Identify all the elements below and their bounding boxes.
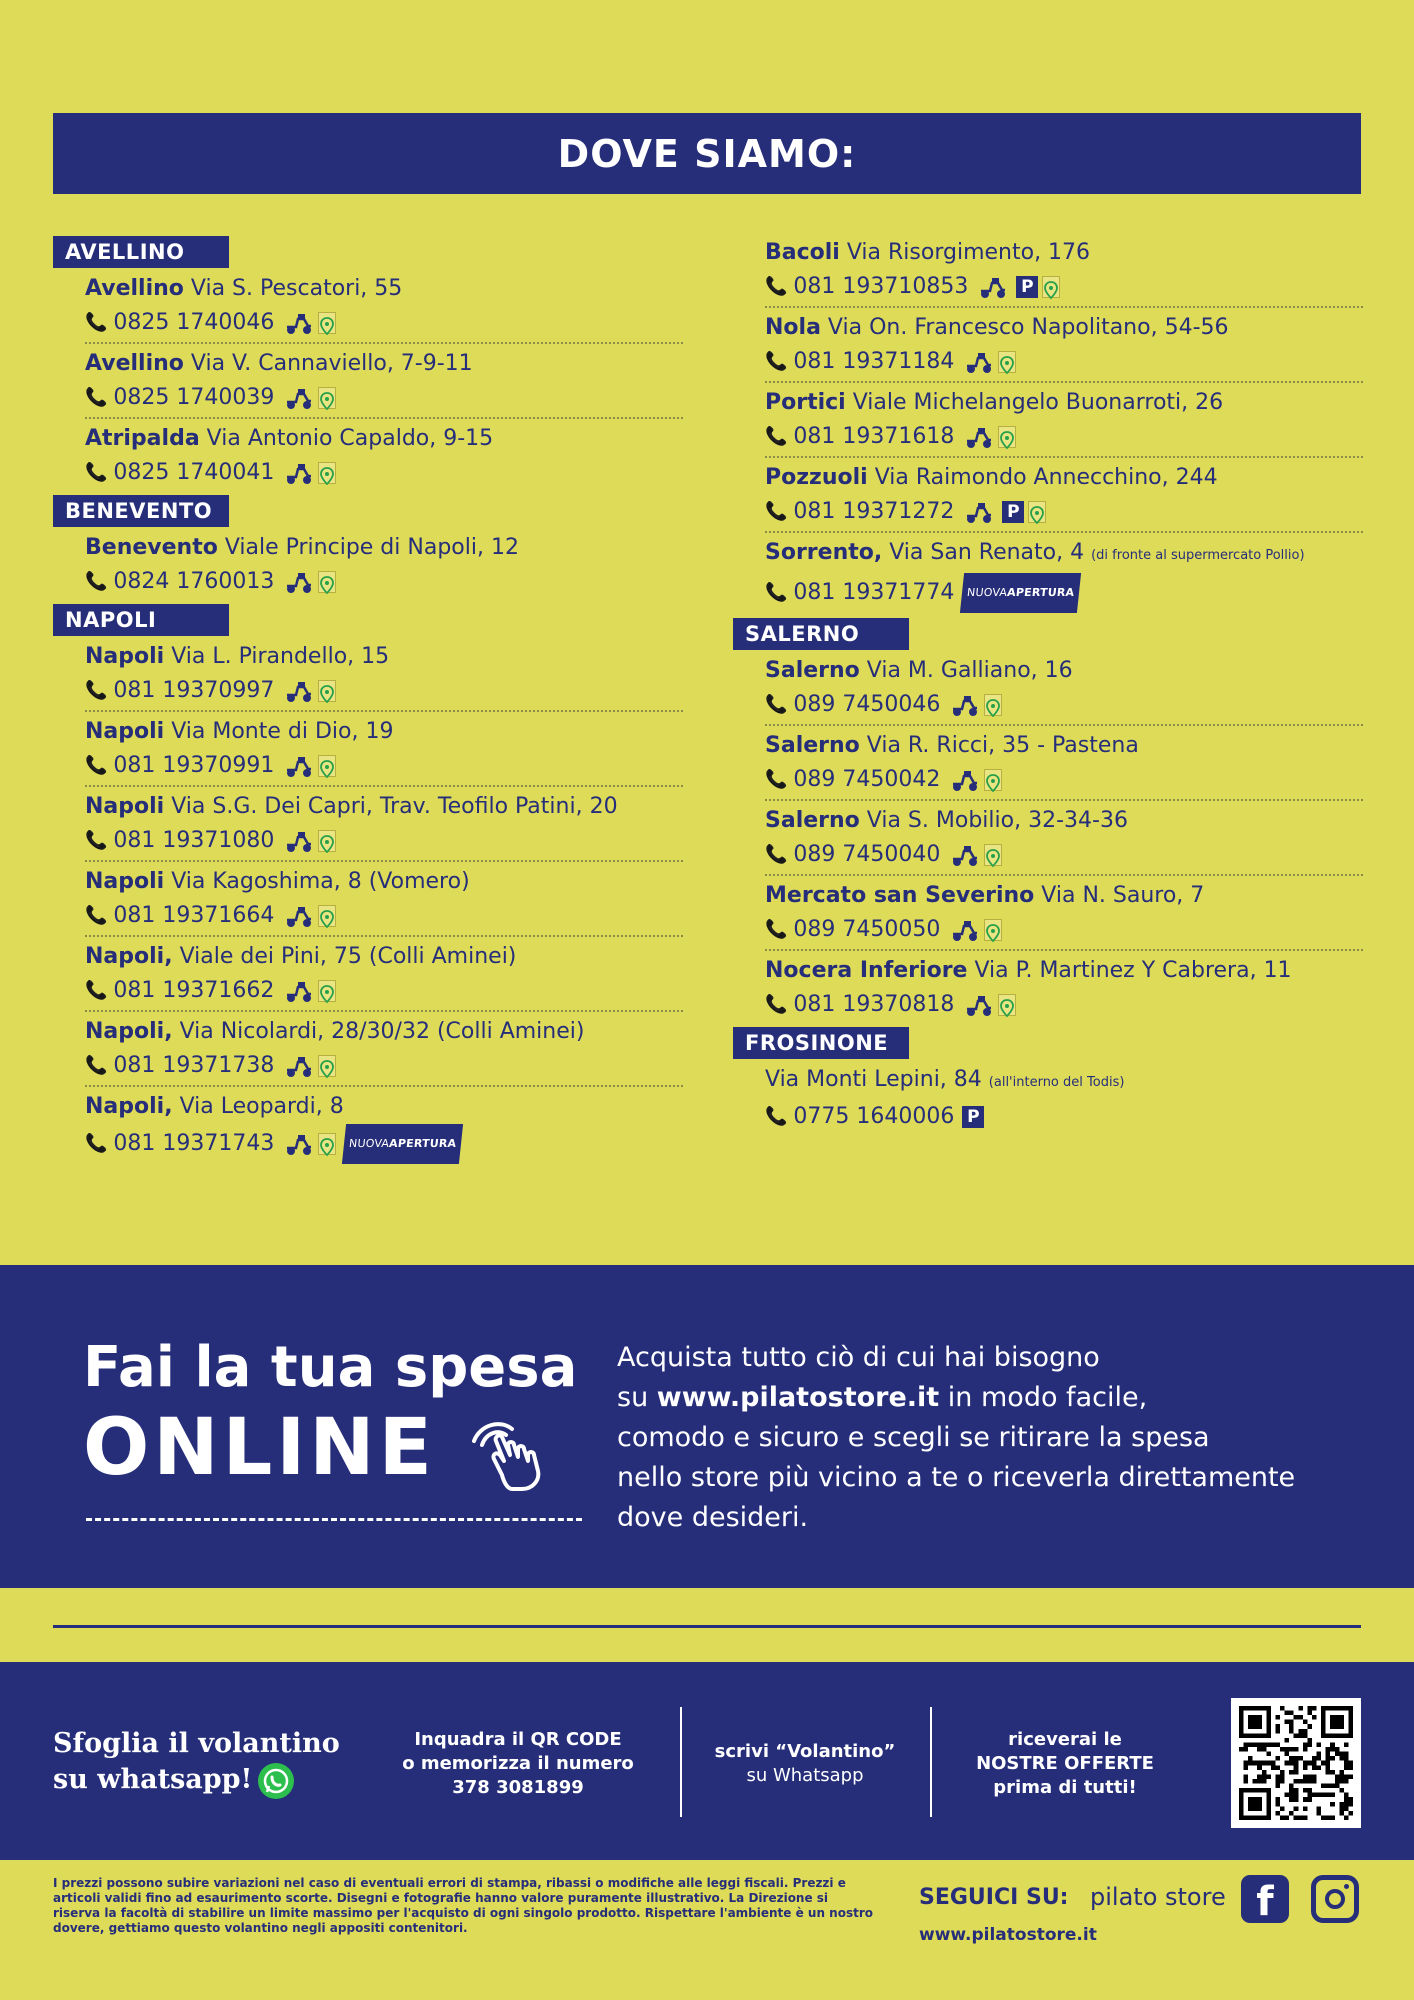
whatsapp-step-scan: Inquadra il QR CODE o memorizza il numero 378 3081899 bbox=[402, 1729, 634, 1798]
store-phone-row bbox=[85, 899, 683, 937]
store-address bbox=[85, 422, 683, 456]
phone-icon: 📞 bbox=[85, 387, 108, 408]
store-city: Avellino bbox=[85, 351, 184, 376]
delivery-scooter-icon bbox=[964, 501, 994, 523]
delivery-scooter-icon bbox=[950, 844, 980, 866]
store-phone-number[interactable]: 089 7450040 bbox=[793, 842, 941, 867]
delivery-scooter-icon bbox=[284, 1055, 314, 1077]
store-phone-row bbox=[765, 345, 1363, 383]
store-city: Avellino bbox=[85, 276, 184, 301]
store-phone-row bbox=[85, 456, 683, 492]
store-phone-row bbox=[85, 749, 683, 787]
store-phone-number[interactable]: 0824 1760013 bbox=[113, 569, 275, 594]
store-address bbox=[765, 311, 1363, 345]
store-address bbox=[765, 729, 1363, 763]
store-phone-row bbox=[85, 306, 683, 344]
phone-icon: 📞 bbox=[85, 1055, 108, 1076]
phone-icon: 📞 bbox=[85, 980, 108, 1001]
phone-icon: 📞 bbox=[765, 1106, 788, 1127]
store-phone-number[interactable]: 089 7450046 bbox=[793, 692, 941, 717]
phone-icon: 📞 bbox=[85, 1133, 108, 1154]
location-pin-icon bbox=[998, 351, 1016, 373]
store-street: Via Kagoshima, 8 (Vomero) bbox=[171, 869, 470, 894]
store-phone-number[interactable]: 081 19371743 bbox=[113, 1131, 275, 1156]
store-phone-row bbox=[765, 763, 1363, 801]
delivery-scooter-icon bbox=[284, 980, 314, 1002]
store-address bbox=[85, 347, 683, 381]
parking-icon: P bbox=[1002, 501, 1024, 523]
store-city: Napoli, bbox=[85, 1094, 173, 1119]
store-note: (di fronte al supermercato Pollio) bbox=[1091, 548, 1305, 563]
phone-icon: 📞 bbox=[85, 462, 108, 483]
phone-icon: 📞 bbox=[765, 994, 788, 1015]
store-phone-row bbox=[765, 988, 1363, 1024]
store-address bbox=[85, 940, 683, 974]
whatsapp-number[interactable]: 378 3081899 bbox=[452, 1777, 584, 1798]
store-address bbox=[765, 536, 1363, 573]
store-city: Bacoli bbox=[765, 240, 840, 265]
online-shopping-banner bbox=[0, 1265, 1414, 1588]
phone-icon: 📞 bbox=[85, 755, 108, 776]
store-street: Via Leopardi, 8 bbox=[179, 1094, 344, 1119]
store-street: Via L. Pirandello, 15 bbox=[171, 644, 390, 669]
store-city: Mercato san Severino bbox=[765, 883, 1035, 908]
store-note: (all'interno del Todis) bbox=[988, 1075, 1125, 1090]
region-header: NAPOLI bbox=[53, 604, 229, 636]
whatsapp-step-receive: riceverai le NOSTRE OFFERTE prima di tutti! bbox=[976, 1729, 1154, 1798]
page-title: DOVE SIAMO: bbox=[53, 113, 1361, 194]
store-street: Via Antonio Capaldo, 9-15 bbox=[206, 426, 494, 451]
store-phone-row bbox=[85, 824, 683, 862]
store-phone-number[interactable]: 081 19371738 bbox=[113, 1053, 275, 1078]
store-phone-number[interactable]: 081 19371774 bbox=[793, 580, 955, 605]
qr-code[interactable] bbox=[1231, 1698, 1361, 1828]
delivery-scooter-icon bbox=[284, 905, 314, 927]
store-city: Napoli bbox=[85, 794, 165, 819]
new-opening-badge: NUOVAAPERTURA bbox=[960, 573, 1081, 613]
store-address bbox=[85, 1015, 683, 1049]
store-address bbox=[765, 954, 1363, 988]
parking-icon: P bbox=[1016, 276, 1038, 298]
phone-icon: 📞 bbox=[765, 501, 788, 522]
store-street: Via Monte di Dio, 19 bbox=[171, 719, 394, 744]
store-phone-number[interactable]: 0825 1740039 bbox=[113, 385, 275, 410]
store-city: Salerno bbox=[765, 658, 860, 683]
store-address bbox=[85, 790, 683, 824]
delivery-scooter-icon bbox=[284, 387, 314, 409]
region-header: BENEVENTO bbox=[53, 495, 229, 527]
store-street: Viale Michelangelo Buonarroti, 26 bbox=[852, 390, 1224, 415]
store-phone-row bbox=[765, 495, 1363, 533]
store-phone-row bbox=[85, 381, 683, 419]
phone-icon: 📞 bbox=[765, 844, 788, 865]
delivery-scooter-icon bbox=[950, 769, 980, 791]
store-street: Via S.G. Dei Capri, Trav. Teofilo Patini, 20 bbox=[171, 794, 618, 819]
region-header: FROSINONE bbox=[733, 1027, 909, 1059]
store-street: Via San Renato, 4 bbox=[889, 540, 1085, 565]
phone-icon: 📞 bbox=[765, 919, 788, 940]
store-city: Benevento bbox=[85, 535, 218, 560]
store-phone-number[interactable]: 081 19371664 bbox=[113, 903, 275, 928]
online-headline: Fai la tua spesa bbox=[83, 1335, 578, 1400]
whatsapp-step-write: scrivi “Volantino” su Whatsapp bbox=[714, 1741, 896, 1786]
store-city: Salerno bbox=[765, 808, 860, 833]
website-link[interactable]: www.pilatostore.it bbox=[656, 1382, 940, 1413]
store-phone-row bbox=[765, 270, 1363, 308]
delivery-scooter-icon bbox=[950, 694, 980, 716]
section-divider bbox=[53, 1625, 1361, 1628]
store-phone-number[interactable]: 081 19371618 bbox=[793, 424, 955, 449]
store-address bbox=[85, 531, 683, 565]
store-entry bbox=[733, 1063, 1363, 1136]
location-pin-icon bbox=[1042, 276, 1060, 298]
delivery-scooter-icon bbox=[284, 830, 314, 852]
location-pin-icon bbox=[984, 844, 1002, 866]
location-pin-icon bbox=[318, 905, 336, 927]
location-pin-icon bbox=[984, 769, 1002, 791]
phone-icon: 📞 bbox=[765, 276, 788, 297]
store-phone-number[interactable]: 089 7450042 bbox=[793, 767, 941, 792]
phone-icon: 📞 bbox=[85, 905, 108, 926]
store-city: Pozzuoli bbox=[765, 465, 868, 490]
whatsapp-banner bbox=[0, 1662, 1414, 1860]
store-city: Napoli bbox=[85, 719, 165, 744]
store-address bbox=[765, 461, 1363, 495]
store-address bbox=[85, 272, 683, 306]
location-pin-icon bbox=[998, 426, 1016, 448]
store-street: Viale dei Pini, 75 (Colli Aminei) bbox=[179, 944, 517, 969]
store-address bbox=[765, 236, 1363, 270]
whatsapp-icon[interactable] bbox=[258, 1763, 294, 1799]
online-description: Acquista tutto ciò di cui hai bisogno su www.pilatostore.it in modo facile, comodo e sicuro e scegli se ritirare la spesa nello store più vicino a te o riceverla direttamente dove desideri. bbox=[617, 1342, 1296, 1533]
store-phone-row bbox=[765, 913, 1363, 951]
store-entry bbox=[53, 865, 683, 937]
store-entry bbox=[733, 461, 1363, 533]
region-header: SALERNO bbox=[733, 618, 909, 650]
store-phone-number[interactable]: 0825 1740046 bbox=[113, 310, 275, 335]
store-phone-row bbox=[85, 1049, 683, 1087]
delivery-scooter-icon bbox=[284, 462, 314, 484]
store-address bbox=[765, 1063, 1363, 1100]
location-pin-icon bbox=[318, 387, 336, 409]
delivery-scooter-icon bbox=[964, 426, 994, 448]
follow-us-label: SEGUICI SU: bbox=[919, 1885, 1069, 1910]
store-phone-number[interactable]: 081 19370991 bbox=[113, 753, 275, 778]
social-handle: pilato store bbox=[1090, 1883, 1226, 1911]
store-phone-number[interactable]: 0775 1640006 bbox=[793, 1104, 955, 1129]
dashed-divider bbox=[86, 1518, 582, 1521]
phone-icon: 📞 bbox=[765, 582, 788, 603]
store-entry bbox=[53, 715, 683, 787]
store-entry bbox=[733, 536, 1363, 615]
store-address bbox=[85, 865, 683, 899]
location-pin-icon bbox=[984, 694, 1002, 716]
store-phone-number[interactable]: 081 19371080 bbox=[113, 828, 275, 853]
store-street: Via S. Mobilio, 32-34-36 bbox=[866, 808, 1128, 833]
store-phone-row bbox=[85, 674, 683, 712]
location-pin-icon bbox=[318, 830, 336, 852]
store-phone-row bbox=[765, 1100, 1363, 1136]
store-address bbox=[85, 640, 683, 674]
region-header: AVELLINO bbox=[53, 236, 229, 268]
website-link[interactable]: www.pilatostore.it bbox=[919, 1925, 1097, 1945]
legal-disclaimer: I prezzi possono subire variazioni nel caso di eventuali errori di stampa, ribassi o modifiche alle leggi fiscali. Prezzi e articoli validi fino ad esaurimento scorte. Disegni e fotografie hanno valore puramente illustrativo. La Direzione si riserva la facoltà di stabilire un limite massimo per l'acquisto di ogni singolo prodotto. Rispettare l'ambiente è un nostro dovere, gettiamo questo volantino negli appositi contenitori. bbox=[53, 1876, 874, 1935]
store-phone-number[interactable]: 081 19371662 bbox=[113, 978, 275, 1003]
store-street: Via N. Sauro, 7 bbox=[1041, 883, 1205, 908]
delivery-scooter-icon bbox=[964, 994, 994, 1016]
location-pin-icon bbox=[318, 462, 336, 484]
store-city: Salerno bbox=[765, 733, 860, 758]
store-phone-number[interactable]: 0825 1740041 bbox=[113, 460, 275, 485]
store-entry bbox=[53, 940, 683, 1012]
store-entry bbox=[733, 386, 1363, 458]
phone-icon: 📞 bbox=[85, 571, 108, 592]
store-phone-number[interactable]: 081 19371184 bbox=[793, 349, 955, 374]
store-entry bbox=[53, 422, 683, 492]
store-street: Via M. Galliano, 16 bbox=[866, 658, 1073, 683]
store-address bbox=[85, 715, 683, 749]
store-street: Via Monti Lepini, 84 bbox=[765, 1067, 982, 1092]
phone-icon: 📞 bbox=[765, 426, 788, 447]
store-street: Via Risorgimento, 176 bbox=[846, 240, 1091, 265]
delivery-scooter-icon bbox=[284, 680, 314, 702]
store-entry bbox=[53, 1090, 683, 1166]
store-street: Via Raimondo Annecchino, 244 bbox=[874, 465, 1218, 490]
location-pin-icon bbox=[318, 571, 336, 593]
store-city: Napoli bbox=[85, 644, 165, 669]
store-phone-row bbox=[765, 838, 1363, 876]
store-street: Viale Principe di Napoli, 12 bbox=[224, 535, 519, 560]
phone-icon: 📞 bbox=[85, 312, 108, 333]
delivery-scooter-icon bbox=[284, 755, 314, 777]
location-pin-icon bbox=[318, 680, 336, 702]
store-entry bbox=[733, 954, 1363, 1024]
store-address bbox=[85, 1090, 683, 1124]
store-phone-number[interactable]: 081 193710853 bbox=[793, 274, 969, 299]
store-address bbox=[765, 879, 1363, 913]
store-city: Napoli, bbox=[85, 1019, 173, 1044]
store-phone-number[interactable]: 081 19370818 bbox=[793, 992, 955, 1017]
step-separator bbox=[680, 1707, 682, 1817]
store-street: Via S. Pescatori, 55 bbox=[190, 276, 403, 301]
store-address bbox=[765, 654, 1363, 688]
store-entry bbox=[733, 804, 1363, 876]
delivery-scooter-icon bbox=[284, 571, 314, 593]
store-city: Nola bbox=[765, 315, 821, 340]
store-phone-number[interactable]: 089 7450050 bbox=[793, 917, 941, 942]
store-entry bbox=[53, 347, 683, 419]
phone-icon: 📞 bbox=[85, 680, 108, 701]
store-street: Via Nicolardi, 28/30/32 (Colli Aminei) bbox=[179, 1019, 585, 1044]
store-phone-number[interactable]: 081 19371272 bbox=[793, 499, 955, 524]
online-headline-big: ONLINE bbox=[83, 1403, 436, 1493]
store-city: Napoli bbox=[85, 869, 165, 894]
store-street: Via V. Cannaviello, 7-9-11 bbox=[190, 351, 473, 376]
phone-icon: 📞 bbox=[765, 769, 788, 790]
store-entry bbox=[733, 654, 1363, 726]
store-entry bbox=[53, 640, 683, 712]
store-entry bbox=[53, 1015, 683, 1087]
location-pin-icon bbox=[318, 980, 336, 1002]
new-opening-badge: NUOVAAPERTURA bbox=[342, 1124, 463, 1164]
facebook-icon[interactable]: f bbox=[1241, 1875, 1289, 1923]
delivery-scooter-icon bbox=[978, 276, 1008, 298]
phone-icon: 📞 bbox=[765, 694, 788, 715]
location-pin-icon bbox=[984, 919, 1002, 941]
stores-right-column bbox=[733, 236, 1363, 1139]
phone-icon: 📞 bbox=[765, 351, 788, 372]
store-address bbox=[765, 386, 1363, 420]
delivery-scooter-icon bbox=[284, 1133, 314, 1155]
store-city: Sorrento, bbox=[765, 540, 883, 565]
store-phone-row bbox=[765, 688, 1363, 726]
stores-left-column bbox=[53, 236, 683, 1169]
store-city: Atripalda bbox=[85, 426, 200, 451]
location-pin-icon bbox=[318, 755, 336, 777]
store-entry bbox=[733, 879, 1363, 951]
location-pin-icon bbox=[998, 994, 1016, 1016]
location-pin-icon bbox=[318, 312, 336, 334]
store-city: Portici bbox=[765, 390, 846, 415]
location-pin-icon bbox=[318, 1055, 336, 1077]
store-street: Via R. Ricci, 35 - Pastena bbox=[866, 733, 1139, 758]
store-entry bbox=[733, 236, 1363, 308]
phone-icon: 📞 bbox=[85, 830, 108, 851]
store-city: Napoli, bbox=[85, 944, 173, 969]
delivery-scooter-icon bbox=[950, 919, 980, 941]
tap-hand-icon bbox=[466, 1415, 556, 1491]
store-entry bbox=[733, 729, 1363, 801]
store-phone-row bbox=[765, 573, 1363, 615]
store-phone-row bbox=[85, 974, 683, 1012]
parking-icon: P bbox=[962, 1106, 984, 1128]
store-phone-row bbox=[85, 565, 683, 601]
step-separator bbox=[930, 1707, 932, 1817]
location-pin-icon bbox=[1028, 501, 1046, 523]
store-phone-row bbox=[85, 1124, 683, 1166]
store-phone-row bbox=[765, 420, 1363, 458]
instagram-icon[interactable] bbox=[1311, 1875, 1359, 1923]
store-street: Via P. Martinez Y Cabrera, 11 bbox=[974, 958, 1292, 983]
store-entry bbox=[53, 790, 683, 862]
store-street: Via On. Francesco Napolitano, 54-56 bbox=[827, 315, 1229, 340]
whatsapp-title: Sfoglia il volantino su whatsapp! bbox=[53, 1726, 340, 1799]
delivery-scooter-icon bbox=[284, 312, 314, 334]
store-address bbox=[765, 804, 1363, 838]
store-city: Nocera Inferiore bbox=[765, 958, 968, 983]
store-phone-number[interactable]: 081 19370997 bbox=[113, 678, 275, 703]
delivery-scooter-icon bbox=[964, 351, 994, 373]
store-entry bbox=[53, 272, 683, 344]
location-pin-icon bbox=[318, 1133, 336, 1155]
store-entry bbox=[53, 531, 683, 601]
store-entry bbox=[733, 311, 1363, 383]
